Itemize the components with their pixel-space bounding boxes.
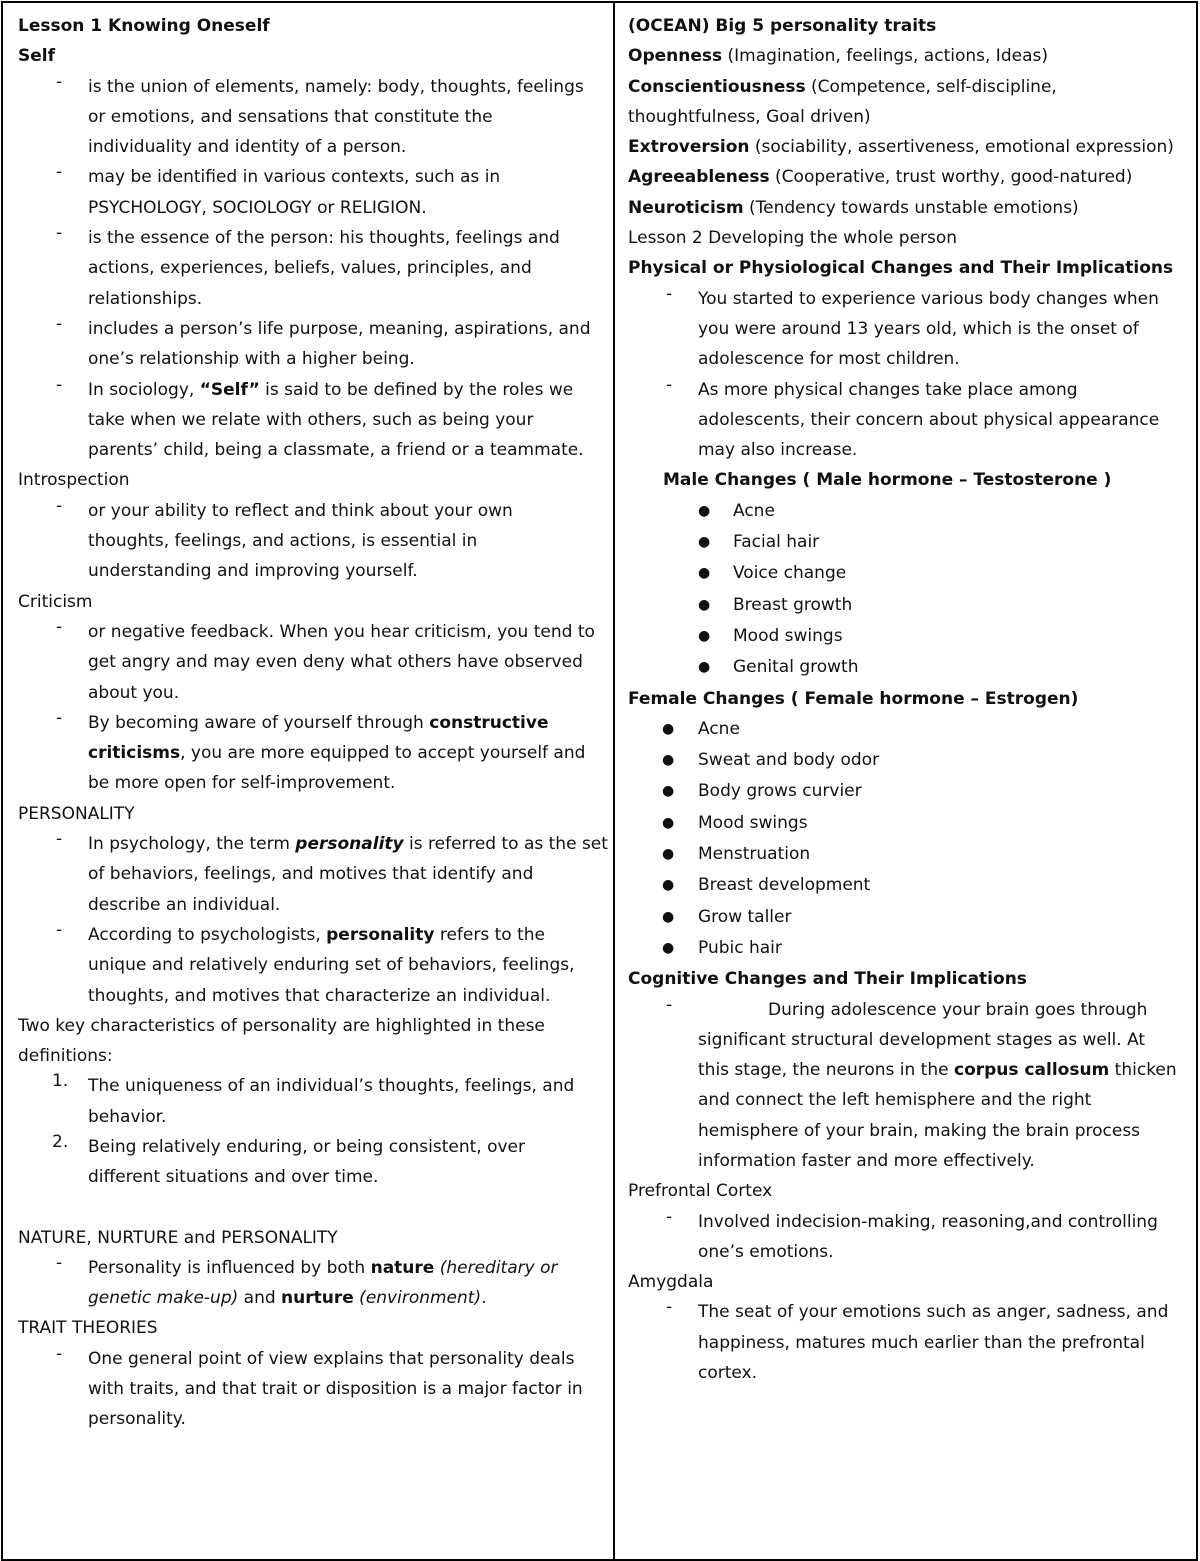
list-item: [18, 1344, 613, 1435]
dash-marker: -: [56, 162, 63, 183]
ocean-title: (OCEAN) Big 5 personality traits: [628, 16, 937, 36]
list-item: [628, 1297, 1196, 1388]
list-item-text: Acne: [733, 500, 775, 521]
list-item: [18, 375, 613, 466]
bold-term: criticisms: [88, 743, 181, 764]
list-item: [18, 162, 613, 223]
trait-line: [628, 72, 1196, 102]
two-key-text: definitions:: [18, 1046, 113, 1067]
introspection-heading: Introspection: [18, 470, 130, 491]
bullet-marker: ●: [698, 565, 711, 582]
text-run: is said to be defined by the roles we: [259, 379, 574, 400]
left-column: [3, 3, 615, 1559]
prefrontal-heading: Prefrontal Cortex: [628, 1181, 773, 1202]
list-item-text: individuality and identity of a person.: [88, 137, 407, 158]
physical-changes-heading: Physical or Physiological Changes and Their Implications: [628, 258, 1174, 279]
italic-text: genetic make-up): [88, 1288, 239, 1309]
bold-term: corpus callosum: [954, 1060, 1110, 1081]
list-item-text: describe an individual.: [88, 894, 281, 915]
female-changes-heading: Female Changes ( Female hormone – Estrogen): [628, 688, 1079, 709]
trait-name: Conscientiousness: [628, 76, 806, 97]
list-item-text: The uniqueness of an individual’s thoughts, feelings, and: [88, 1076, 575, 1097]
list-item-text: One general point of view explains that personality deals: [88, 1348, 575, 1369]
trait-line: [628, 41, 1196, 71]
dash-marker: -: [56, 1343, 63, 1364]
dash-marker: -: [666, 1206, 673, 1227]
list-item-text: may also increase.: [698, 440, 858, 461]
bold-term: personality: [326, 924, 435, 945]
list-item-text: The seat of your emotions such as anger, sadness, and: [698, 1302, 1169, 1323]
trait-name: Extroversion: [628, 137, 750, 158]
right-column: [615, 3, 1196, 1559]
list-item-text: one’s relationship with a higher being.: [88, 349, 415, 370]
list-item-text: personality.: [88, 1409, 186, 1430]
list-item-text: PSYCHOLOGY, SOCIOLOGY or RELIGION.: [88, 197, 427, 218]
self-list: [18, 72, 613, 466]
trait-line: [628, 193, 1196, 223]
text-run: thicken: [1109, 1060, 1177, 1081]
trait-name: Openness: [628, 46, 723, 67]
bullet-marker: ●: [698, 627, 711, 644]
list-item-text: parents’ child, being a classmate, a friend or a teammate.: [88, 440, 584, 461]
trait-desc: (Competence, self-discipline,: [805, 76, 1057, 97]
bullet-marker: ●: [662, 783, 675, 800]
list-item-text: As more physical changes take place among: [698, 379, 1078, 400]
text-run: this stage, the neurons in the: [698, 1060, 954, 1081]
list-item-text: you were around 13 years old, which is the onset of: [698, 318, 1139, 339]
list-item: [18, 72, 613, 163]
lesson-2-title: Lesson 2 Developing the whole person: [628, 228, 958, 249]
trait-line: [628, 132, 1196, 162]
list-item: [18, 920, 613, 1011]
numbered-item: [18, 1071, 613, 1132]
list-item-text: thoughts, and motives that characterize an individual.: [88, 985, 551, 1006]
dash-marker: -: [56, 919, 63, 940]
list-item-text: about you.: [88, 682, 180, 703]
spacer: [18, 1193, 613, 1223]
dash-marker: -: [56, 223, 63, 244]
bullet-marker: ●: [662, 720, 675, 737]
lesson-1-title: Lesson 1 Knowing Oneself: [18, 16, 270, 36]
bold-italic-term: personality: [295, 834, 404, 855]
list-item-text: cortex.: [698, 1363, 758, 1384]
female-changes-list: [628, 714, 1196, 964]
list-item: [628, 808, 1196, 839]
text-run: In psychology, the term: [88, 834, 296, 855]
list-item-text: Grow taller: [698, 906, 792, 927]
list-item-text: be more open for self-improvement.: [88, 773, 396, 794]
list-item-text: is the union of elements, namely: body, thoughts, feelings: [88, 76, 584, 97]
list-item-text: [88, 829, 613, 859]
list-item-text: [88, 1283, 613, 1313]
list-item-text: one’s emotions.: [698, 1241, 834, 1262]
list-item-text: adolescence for most children.: [698, 349, 960, 370]
list-item: [18, 496, 613, 587]
list-item: [628, 621, 1196, 652]
list-item-text: unique and relatively enduring set of behaviors, feelings,: [88, 955, 575, 976]
list-item: [628, 839, 1196, 870]
bold-term: “Self”: [199, 379, 260, 400]
list-item-text: information faster and more effectively.: [698, 1150, 1035, 1171]
list-item: [628, 933, 1196, 964]
personality-heading: PERSONALITY: [18, 803, 135, 824]
bullet-marker: ●: [698, 659, 711, 676]
list-item-text: actions, experiences, beliefs, values, principles, and: [88, 258, 532, 279]
list-item-text: significant structural development stages as well. At: [698, 1029, 1146, 1050]
list-item: [628, 745, 1196, 776]
list-item-text: take when we relate with others, such as being your: [88, 409, 534, 430]
list-item-text: You started to experience various body changes when: [698, 288, 1159, 309]
self-heading: Self: [18, 46, 55, 67]
trait-desc: (Imagination, feelings, actions, Ideas): [722, 46, 1048, 67]
trait-desc: (sociability, assertiveness, emotional expression): [749, 137, 1174, 158]
list-item-text: or negative feedback. When you hear criticism, you tend to: [88, 621, 595, 642]
dash-marker: -: [666, 374, 673, 395]
number-marker: 2.: [52, 1131, 69, 1152]
list-item: [628, 776, 1196, 807]
list-item-text: Facial hair: [733, 532, 820, 553]
list-item: [628, 995, 1196, 1177]
text-run: , you are more equipped to accept yourself and: [180, 743, 586, 764]
text-run: refers to the: [434, 924, 545, 945]
list-item-text: or emotions, and sensations that constitute the: [88, 106, 493, 127]
list-item-text: thoughts, feelings, and actions, is essential in: [88, 531, 478, 552]
bullet-marker: ●: [662, 846, 675, 863]
dash-marker: -: [666, 283, 673, 304]
trait-desc: (Cooperative, trust worthy, good-natured): [769, 167, 1133, 188]
list-item: [628, 590, 1196, 621]
criticism-heading: Criticism: [18, 591, 93, 612]
text-run: By becoming aware of yourself through: [88, 712, 430, 733]
list-item-text: behavior.: [88, 1106, 167, 1127]
list-item-text: Acne: [698, 718, 740, 739]
list-item-text: Breast growth: [733, 594, 853, 615]
list-item-text: Involved indecision-making, reasoning,and controlling: [698, 1211, 1158, 1232]
list-item-text: Voice change: [733, 563, 847, 584]
list-item: [628, 284, 1196, 375]
list-item-text: [88, 738, 613, 768]
cognitive-changes-heading: Cognitive Changes and Their Implications: [628, 969, 1027, 990]
dash-marker: -: [56, 707, 63, 728]
list-item-text: Menstruation: [698, 844, 811, 865]
list-item-text: Body grows curvier: [698, 781, 862, 802]
bold-term: nature: [370, 1257, 435, 1278]
text-run: and: [238, 1288, 282, 1309]
list-item-text: Pubic hair: [698, 937, 782, 958]
list-item-text: different situations and over time.: [88, 1167, 379, 1188]
list-item-text: or your ability to reflect and think about your own: [88, 500, 513, 521]
text-run: is referred to as the set: [403, 834, 608, 855]
list-item-text: [88, 1253, 613, 1283]
list-item: [628, 527, 1196, 558]
bullet-marker: ●: [662, 814, 675, 831]
number-marker: 1.: [52, 1071, 69, 1092]
text-run: In sociology,: [88, 379, 200, 400]
list-item: [628, 1207, 1196, 1268]
bullet-marker: ●: [662, 752, 675, 769]
list-item-text: Genital growth: [733, 657, 859, 678]
dash-marker: -: [56, 616, 63, 637]
bullet-marker: ●: [698, 502, 711, 519]
list-item-text: and connect the left hemisphere and the right: [698, 1090, 1092, 1111]
dash-marker: -: [56, 829, 63, 850]
bold-term: constructive: [429, 712, 549, 733]
nature-heading: NATURE, NURTURE and PERSONALITY: [18, 1227, 338, 1248]
bullet-marker: ●: [662, 877, 675, 894]
list-item: [18, 223, 613, 314]
trait-theories-heading: TRAIT THEORIES: [18, 1318, 158, 1339]
list-item-text: Mood swings: [733, 625, 843, 646]
dash-marker: -: [56, 495, 63, 516]
list-item-text: is the essence of the person: his thoughts, feelings and: [88, 228, 560, 249]
list-item-text: Mood swings: [698, 812, 808, 833]
list-item-text: [698, 1055, 1196, 1085]
list-item-text: [88, 708, 613, 738]
list-item-text: [88, 920, 613, 950]
list-item: [628, 870, 1196, 901]
list-item-text: of behaviors, feelings, and motives that identify and: [88, 864, 534, 885]
list-item: [18, 314, 613, 375]
list-item: [18, 1253, 613, 1314]
bullet-marker: ●: [698, 596, 711, 613]
bullet-marker: ●: [698, 534, 711, 551]
list-item-text: understanding and improving yourself.: [88, 561, 418, 582]
dash-marker: -: [56, 313, 63, 334]
list-item-text: happiness, matures much earlier than the prefrontal: [698, 1332, 1145, 1353]
dash-marker: -: [56, 71, 63, 92]
dash-marker: -: [56, 374, 63, 395]
list-item-text: may be identified in various contexts, such as in: [88, 167, 501, 188]
text-run: According to psychologists,: [88, 924, 327, 945]
trait-desc: (Tendency towards unstable emotions): [743, 197, 1079, 218]
dash-marker: -: [56, 1252, 63, 1273]
male-changes-heading: Male Changes ( Male hormone – Testosterone ): [663, 470, 1112, 491]
list-item-text: Sweat and body odor: [698, 750, 880, 771]
notes-table: [1, 1, 1198, 1561]
trait-name: Agreeableness: [628, 167, 770, 188]
bullet-marker: ●: [662, 939, 675, 956]
bold-term: nurture: [281, 1288, 354, 1309]
bullet-marker: ●: [662, 908, 675, 925]
dash-marker: -: [666, 1297, 673, 1318]
list-item: [628, 902, 1196, 933]
list-item-text: adolescents, their concern about physical appearance: [698, 409, 1160, 430]
list-item: [18, 829, 613, 920]
trait-line-continued: thoughtfulness, Goal driven): [628, 106, 871, 127]
list-item: [628, 496, 1196, 527]
list-item: [18, 708, 613, 799]
list-item-text: Breast development: [698, 875, 871, 896]
trait-name: Neuroticism: [628, 197, 744, 218]
list-item-text: [88, 375, 613, 405]
list-item: [628, 558, 1196, 589]
trait-line: [628, 162, 1196, 192]
list-item-text: Being relatively enduring, or being consistent, over: [88, 1136, 525, 1157]
list-item: [628, 375, 1196, 466]
male-changes-list: [628, 496, 1196, 684]
list-item: [18, 617, 613, 708]
list-item: [628, 714, 1196, 745]
italic-text: (hereditary or: [434, 1257, 558, 1278]
two-key-text: Two key characteristics of personality are highlighted in these: [18, 1015, 545, 1036]
list-item-text: with traits, and that trait or disposition is a major factor in: [88, 1379, 583, 1400]
dash-marker: -: [666, 994, 673, 1015]
text-run: During adolescence your brain goes through: [768, 999, 1148, 1020]
list-item-text: get angry and may even deny what others have observed: [88, 652, 583, 673]
list-item-text: relationships.: [88, 288, 203, 309]
text-run: Personality is influenced by both: [88, 1257, 371, 1278]
text-run: .: [481, 1288, 487, 1309]
numbered-item: [18, 1132, 613, 1193]
list-item: [628, 652, 1196, 683]
list-item-text: hemisphere of your brain, making the brain process: [698, 1120, 1141, 1141]
italic-text: (environment): [353, 1288, 482, 1309]
list-item-text: [698, 995, 1196, 1025]
list-item-text: includes a person’s life purpose, meaning, aspirations, and: [88, 318, 591, 339]
amygdala-heading: Amygdala: [628, 1272, 714, 1293]
